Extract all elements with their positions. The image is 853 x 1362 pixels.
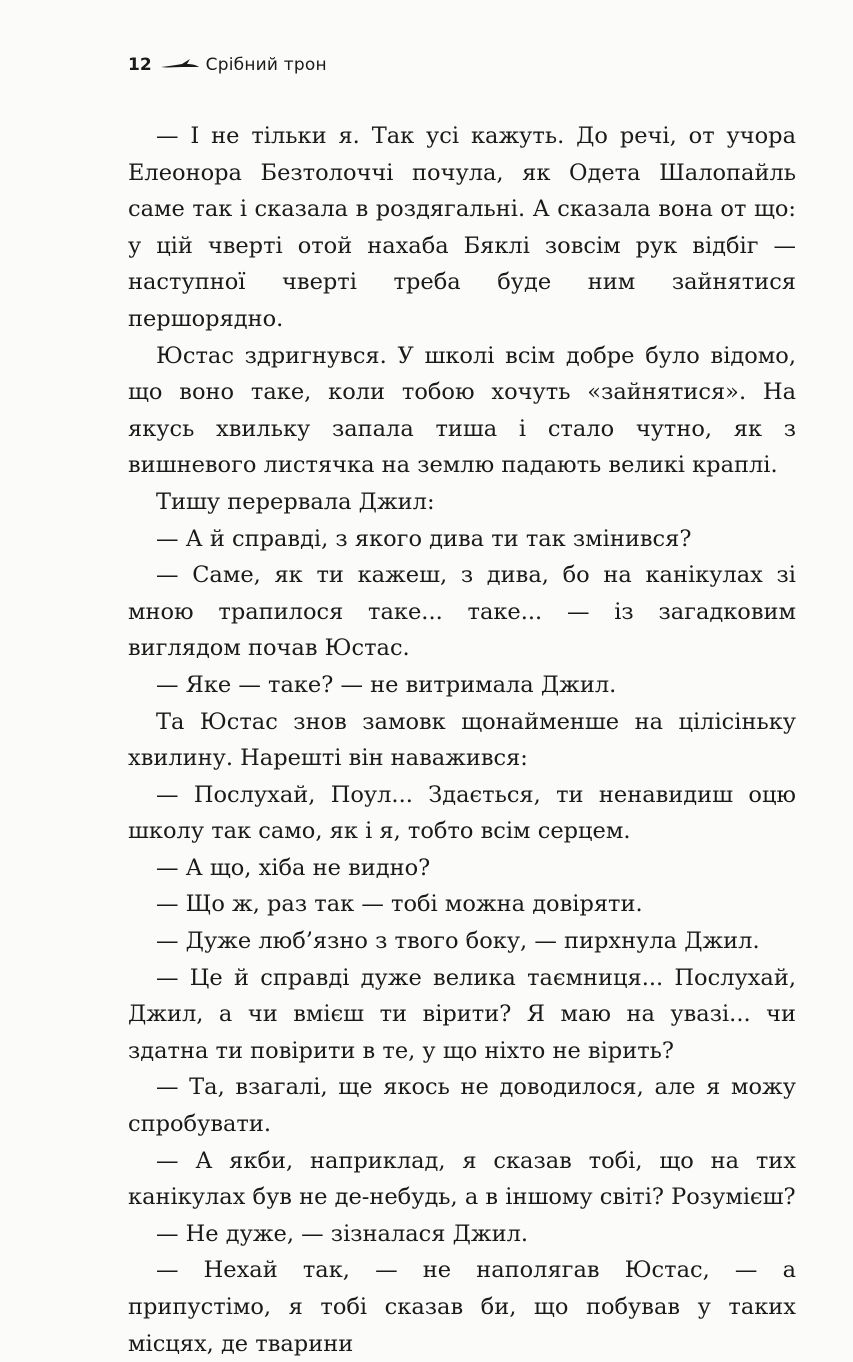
page-body bbox=[128, 118, 796, 1362]
paragraph: — А що, хіба не видно? bbox=[156, 854, 431, 881]
paragraph: — Це й справді дуже велика таємниця... Послухай, Джил, а чи вмієш ти вірити? Я маю на увазі... чи здатна ти повірити в те, у що ніхто не вірить? bbox=[128, 964, 796, 1064]
paragraph: — І не тільки я. Так усі кажуть. До речі, от учора Елеонора Безтолоччі почула, як Одета Шалопайль саме так і сказала в роздягальні. А сказала вона от що: у цій чверті отой нахаба Бяклі зовсім рук відбіг — наступної чверті треба буде ним зайнятися першорядно. bbox=[128, 123, 796, 332]
paragraph: — Яке — таке? — не витримала Джил. bbox=[156, 671, 617, 698]
paragraph: — Не дуже, — зізналася Джил. bbox=[156, 1220, 529, 1247]
paragraph: — Що ж, раз так — тобі можна довіряти. bbox=[156, 891, 643, 918]
book-title: Срібний трон bbox=[205, 55, 327, 75]
running-header bbox=[128, 53, 327, 77]
paragraph: — Послухай, Поул... Здається, ти ненавидиш оцю школу так само, як і я, тобто всім серцем. bbox=[128, 781, 796, 845]
paragraph: Та Юстас знов замовк щонайменше на цілісіньку хвилину. Нарешті він наважився: bbox=[128, 708, 796, 772]
paragraph: — А й справді, з якого дива ти так змінився? bbox=[156, 525, 692, 552]
paragraph: Юстас здригнувся. У школі всім добре було відомо, що воно таке, коли тобою хочуть «зайнятися». На якусь хвильку запала тиша і стало чутно, як з вишневого листячка на землю падають великі краплі. bbox=[128, 342, 796, 479]
paragraph: — Саме, як ти кажеш, з дива, бо на канікулах зі мною трапилося таке... таке... — із загадковим виглядом почав Юстас. bbox=[128, 562, 796, 662]
swallow-ornament-icon bbox=[160, 58, 200, 72]
paragraph: — Дуже люб’язно з твого боку, — пирхнула Джил. bbox=[156, 928, 760, 955]
paragraph: — А якби, наприклад, я сказав тобі, що на тих канікулах був не де-небудь, а в іншому світі? Розумієш? bbox=[128, 1147, 796, 1211]
paragraph: — Нехай так, — не наполягав Юстас, — а припустімо, я тобі сказав би, що побував у таких місцях, де тварини bbox=[128, 1257, 796, 1357]
page-number: 12 bbox=[128, 55, 152, 75]
paragraph: — Та, взагалі, ще якось не доводилося, але я можу спробувати. bbox=[128, 1074, 796, 1138]
paragraph: Тишу перервала Джил: bbox=[156, 488, 435, 515]
